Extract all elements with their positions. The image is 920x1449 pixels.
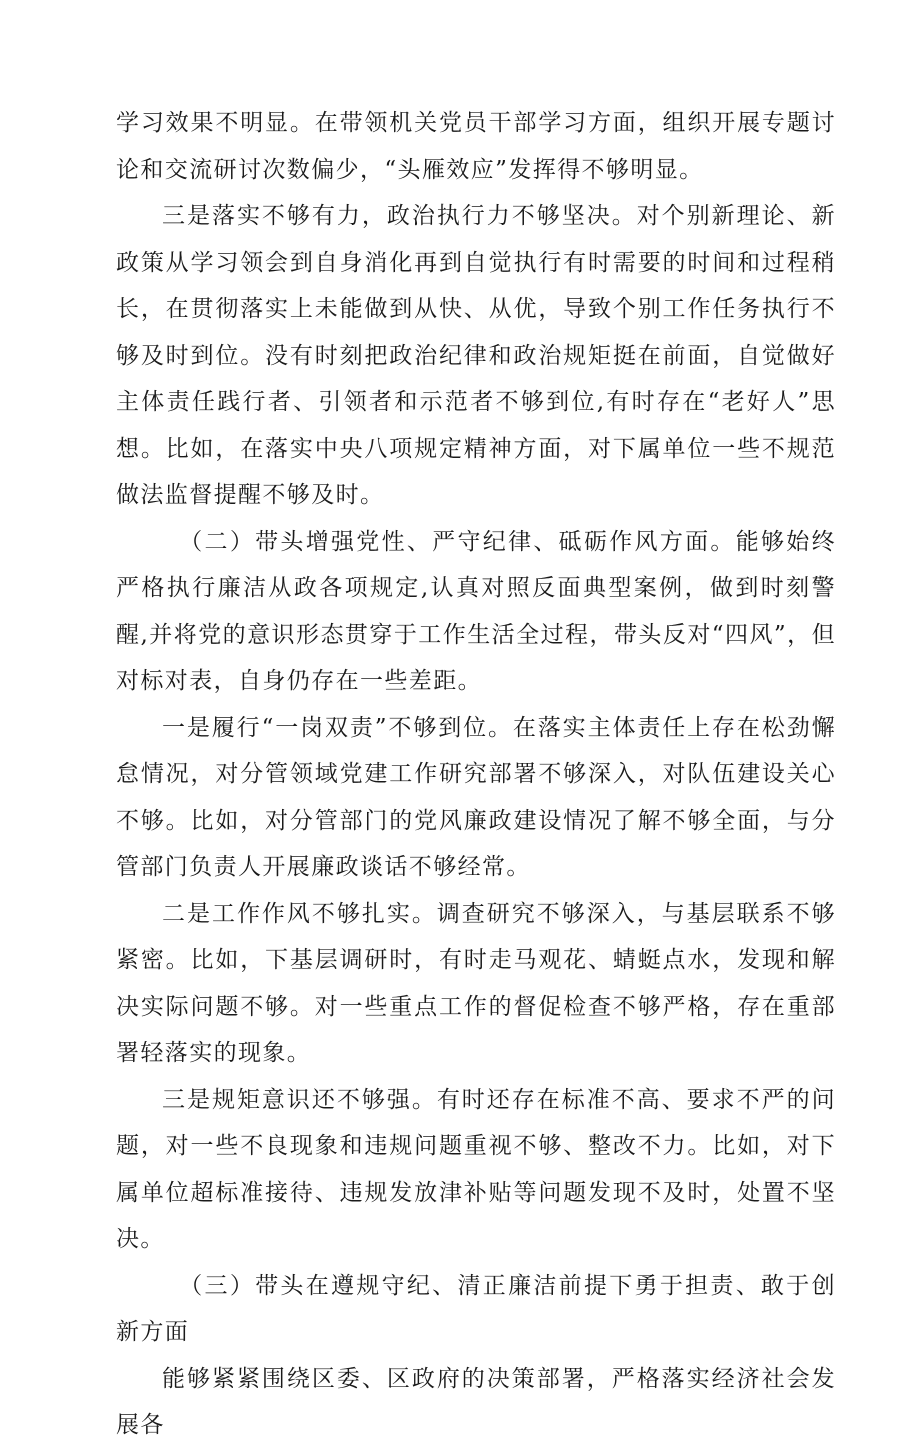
paragraph-continuation: 学习效果不明显。在带领机关党员干部学习方面，组织开展专题讨论和交流研讨次数偏少，“头雁效应”发挥得不够明显。	[116, 110, 836, 183]
paragraph-work-style: 二是工作作风不够扎实。调查研究不够深入，与基层联系不够紧密。比如，下基层调研时，有时走马观花、蜻蜓点水，发现和解决实际问题不够。对一些重点工作的督促检查不够严格，存在重部署轻落实的现象。	[116, 900, 836, 1066]
paragraph-responsibility: 一是履行“一岗双责”不够到位。在落实主体责任上存在松劲懈怠情况，对分管领域党建工作研究部署不够深入，对队伍建设关心不够。比如，对分管部门的党风廉政建设情况了解不够全面，与分管部门负责人开展廉政谈话不够经常。	[116, 714, 836, 880]
paragraph-decision-making: 能够紧紧围绕区委、区政府的决策部署，严格落实经济社会发展各	[116, 1365, 836, 1438]
section-heading-three: （三）带头在遵规守纪、清正廉洁前提下勇于担责、敢于创新方面	[116, 1272, 836, 1345]
paragraph-implementation: 三是落实不够有力，政治执行力不够坚决。对个别新理论、新政策从学习领会到自身消化再到自觉执行有时需要的时间和过程稍长，在贯彻落实上未能做到从快、从优，导致个别工作任务执行不够及时到位。没有时刻把政治纪律和政治规矩挺在前面，自觉做好主体责任践行者、引领者和示范者不够到位,有时存在“老好人”思想。比如，在落实中央八项规定精神方面，对下属单位一些不规范做法监督提醒不够及时。	[116, 203, 836, 508]
document-body	[116, 100, 836, 1449]
paragraph-rules-awareness: 三是规矩意识还不够强。有时还存在标准不高、要求不严的问题，对一些不良现象和违规问题重视不够、整改不力。比如，对下属单位超标准接待、违规发放津补贴等问题发现不及时，处置不坚决。	[116, 1086, 836, 1252]
section-heading-two: （二）带头增强党性、严守纪律、砥砺作风方面。能够始终严格执行廉洁从政各项规定,认真对照反面典型案例，做到时刻警醒,并将党的意识形态贯穿于工作生活全过程，带头反对“四风”，但对标对表，自身仍存在一些差距。	[116, 528, 836, 694]
